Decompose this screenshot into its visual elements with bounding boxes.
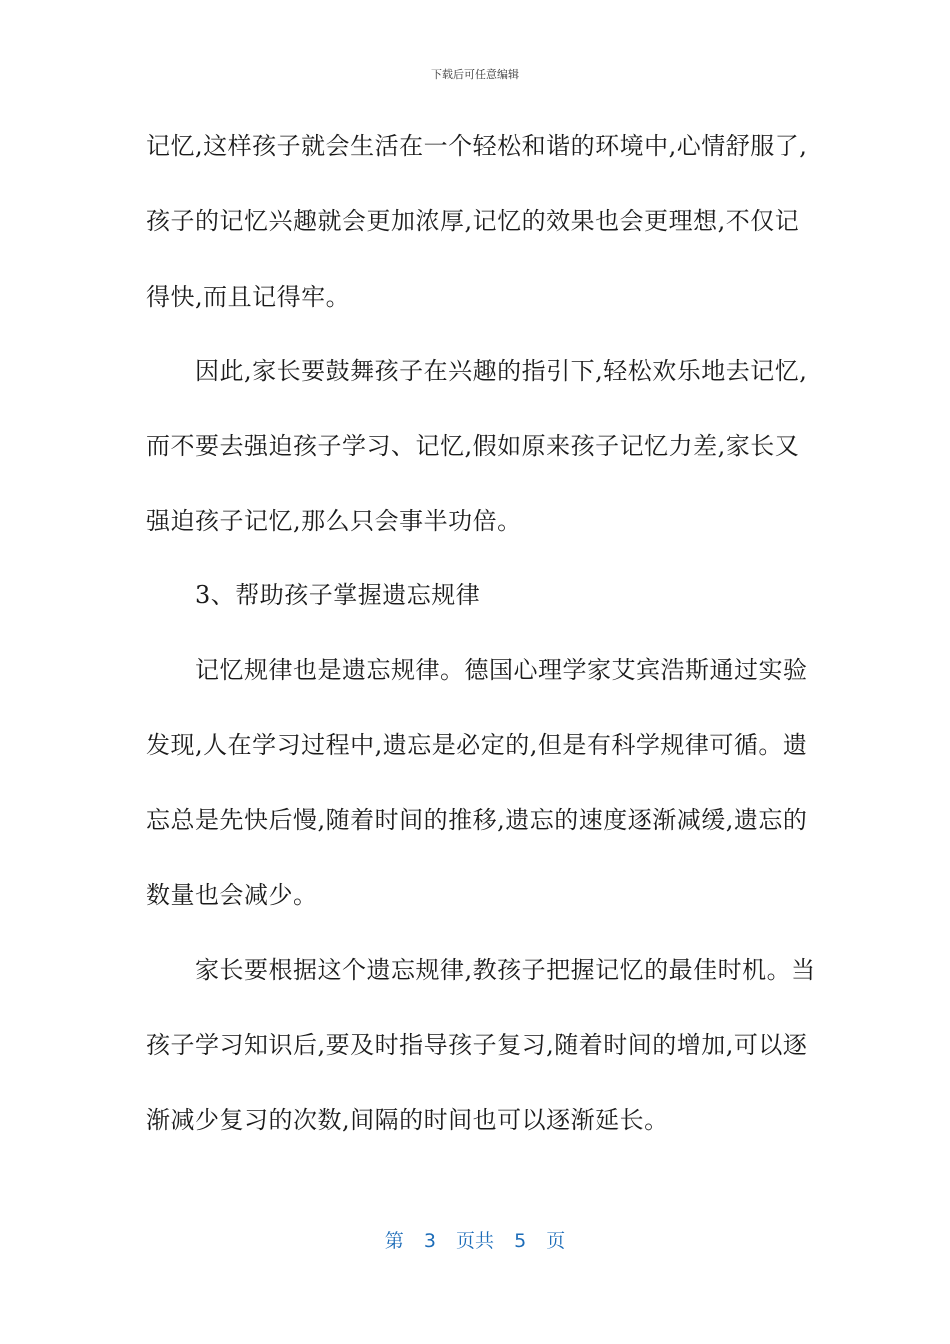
text-line: 强迫孩子记忆,那么只会事半功倍。 (146, 507, 522, 535)
text-line: 而不要去强迫孩子学习、记忆,假如原来孩子记忆力差,家长又 (146, 432, 800, 460)
text-line: 因此,家长要鼓舞孩子在兴趣的指引下,轻松欢乐地去记忆, (195, 357, 808, 385)
text-line: 渐减少复习的次数,间隔的时间也可以逐渐延长。 (146, 1106, 669, 1134)
text-line: 孩子的记忆兴趣就会更加浓厚,记忆的效果也会更理想,不仅记 (146, 207, 800, 235)
text-line: 发现,人在学习过程中,遗忘是必定的,但是有科学规律可循。遗 (146, 731, 808, 759)
text-line: 孩子学习知识后,要及时指导孩子复习,随着时间的增加,可以逐 (146, 1031, 808, 1059)
text-line: 记忆规律也是遗忘规律。德国心理学家艾宾浩斯通过实验 (195, 656, 808, 684)
text-line: 得快,而且记得牢。 (146, 283, 351, 311)
heading-line: 3、帮助孩子掌握遗忘规律 (195, 581, 481, 609)
text-line: 家长要根据这个遗忘规律,教孩子把握记忆的最佳时机。当 (195, 956, 816, 984)
text-line: 记忆,这样孩子就会生活在一个轻松和谐的环境中,心情舒服了, (146, 132, 808, 160)
text-line: 忘总是先快后慢,随着时间的推移,遗忘的速度逐渐减缓,遗忘的 (146, 806, 808, 834)
text-line: 数量也会减少。 (146, 881, 318, 909)
page-header-note: 下载后可任意编辑 (431, 68, 519, 81)
page-number: 第 3 页共 5 页 (384, 1230, 566, 1252)
